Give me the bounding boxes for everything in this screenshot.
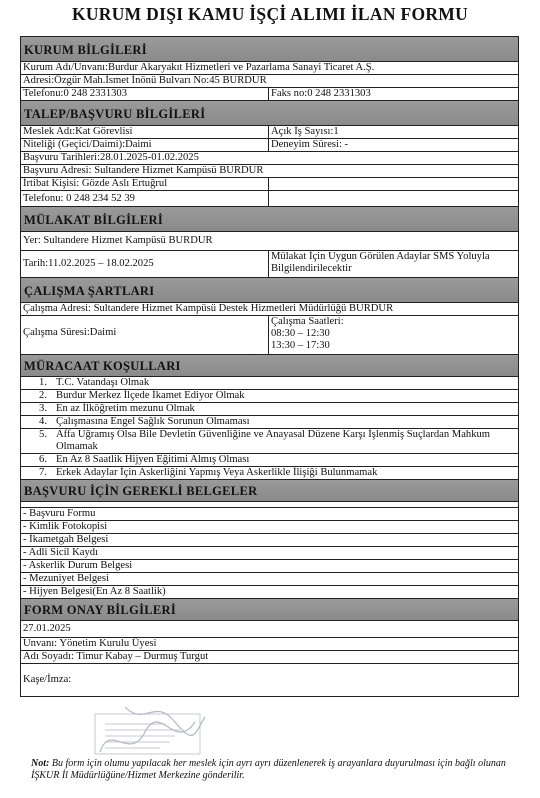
- list-item: 3. En az İlköğretim mezunu Olmak: [39, 403, 195, 414]
- nitelik: Niteliği (Geçici/Daimi):Daimi: [21, 139, 269, 151]
- kurum-adres: Adresi:Özgür Mah.İsmet İnönü Bulvarı No:45 BURDUR: [23, 75, 267, 86]
- list-item: - Askerlik Durum Belgesi: [23, 560, 133, 571]
- mulakat-tarih: Tarih:11.02.2025 – 18.02.2025: [21, 251, 269, 277]
- onay-kase: Kaşe/İmza:: [23, 674, 72, 685]
- onay-tarih: 27.01.2025: [23, 623, 71, 634]
- list-item: - İkametgah Belgesi: [23, 534, 109, 545]
- calisma-saat-2: 13:30 – 17:30: [271, 340, 330, 351]
- list-item: - Kimlik Fotokopisi: [23, 521, 108, 532]
- section-onay-heading: FORM ONAY BİLGİLERİ: [21, 599, 518, 621]
- calisma-saatleri: [269, 316, 518, 354]
- job-posting-form: [20, 36, 519, 697]
- list-item: - Hijyen Belgesi(En Az 8 Saatlik): [23, 586, 166, 597]
- irtibat-telefon: Telefonu: 0 248 234 52 39: [21, 191, 269, 206]
- calisma-suresi: Çalışma Süresi:Daimi: [21, 316, 269, 354]
- deneyim-suresi: Deneyim Süresi: -: [271, 139, 349, 150]
- list-item: - Adli Sicil Kaydı: [23, 547, 99, 558]
- footer-note: Not: Bu form için olumu yapılacak her meslek için ayrı ayrı düzenlenerek iş arayanlara duyurulması için bağlı olunan İŞKUR İl Müdürlüğüne/Hizmet Merkezine gönderilir.: [31, 758, 506, 781]
- kurum-telefon: Telefonu:0 248 2331303: [21, 88, 269, 100]
- mulakat-yer: Yer: Sultandere Hizmet Kampüsü BURDUR: [23, 235, 213, 246]
- irtibat-kisisi: İrtibat Kişisi: Gözde Aslı Ertuğrul: [21, 178, 269, 190]
- section-talep-heading: TALEP/BAŞVURU BİLGİLERİ: [21, 101, 518, 126]
- section-kurum-heading: KURUM BİLGİLERİ: [21, 37, 518, 62]
- telefon-empty: [269, 191, 518, 206]
- calisma-adresi: Çalışma Adresi: Sultandere Hizmet Kampüsü Destek Hizmetleri Müdürlüğü BURDUR: [23, 303, 394, 314]
- list-item: 1. T.C. Vatandaşı Olmak: [39, 377, 150, 388]
- form-title: KURUM DIŞI KAMU İŞÇİ ALIMI İLAN FORMU: [71, 4, 469, 24]
- list-item: 4. Çalışmasına Engel Sağlık Sorunun Olmaması: [39, 416, 250, 427]
- list-item: - Başvuru Formu: [23, 508, 96, 519]
- section-mulakat-heading: MÜLAKAT BİLGİLERİ: [21, 207, 518, 232]
- signature-stamp-icon: [85, 702, 215, 762]
- calisma-saatleri-label: Çalışma Saatleri:: [271, 316, 344, 327]
- irtibat-empty: [269, 178, 518, 190]
- onay-unvan: Unvanı: Yönetim Kurulu Üyesi: [23, 638, 157, 649]
- list-item: 2. Burdur Merkez İlçede İkamet Ediyor Olmak: [39, 390, 245, 401]
- basvuru-tarihleri: Başvuru Tarihleri:28.01.2025-01.02.2025: [23, 152, 199, 163]
- kurum-adi: Kurum Adı/Unvanı:Burdur Akaryakıt Hizmetleri ve Pazarlama Sanayi Ticaret A.Ş.: [23, 62, 375, 73]
- basvuru-adresi: Başvuru Adresi: Sultandere Hizmet Kampüsü BURDUR: [23, 165, 264, 176]
- list-item: - Mezuniyet Belgesi: [23, 573, 109, 584]
- meslek-adi: Meslek Adı:Kat Görevlisi: [21, 126, 269, 138]
- calisma-saat-1: 08:30 – 12:30: [271, 328, 330, 339]
- list-item: 6. En Az 8 Saatlik Hijyen Eğitimi Almış Olması: [39, 454, 250, 465]
- list-item: 5. Affa Uğramış Olsa Bile Devletin Güvenliğine ve Anayasal Düzene Karşı İşlenmiş Suçlardan Mahkum Olmamak: [39, 429, 491, 452]
- section-belgeler-heading: BAŞVURU İÇİN GEREKLİ BELGELER: [21, 480, 518, 502]
- kurum-faks: Faks no:0 248 2331303: [271, 88, 371, 99]
- muracaat-list: [21, 377, 518, 480]
- list-item: 7. Erkek Adaylar İçin Askerliğini Yapmış Veya Askerlikle İlişiği Bulunmamak: [39, 467, 378, 478]
- acik-is-sayisi: Açık İş Sayısı:1: [271, 126, 339, 137]
- section-calisma-heading: ÇALIŞMA ŞARTLARI: [21, 278, 518, 303]
- section-muracaat-heading: MÜRACAAT KOŞULLARI: [21, 355, 518, 377]
- onay-adsoyad: Adı Soyadı: Timur Kabay – Durmuş Turgut: [23, 651, 209, 662]
- mulakat-bildirim: Mülakat İçin Uygun Görülen Adaylar SMS Yoluyla Bilgilendirilecektir: [271, 251, 490, 274]
